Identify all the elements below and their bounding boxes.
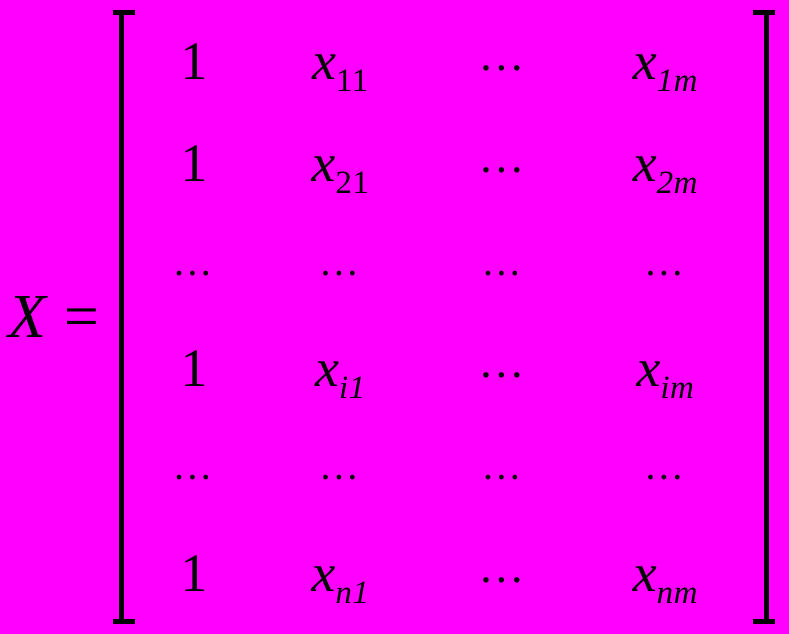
equation-left-hand-side	[8, 283, 113, 351]
matrix-cell-ellipsis	[172, 238, 216, 284]
cell-subscript: 2m	[656, 165, 698, 202]
matrix-cell	[315, 338, 366, 407]
matrix-cell-ellipsis	[478, 131, 528, 183]
matrix-cell	[632, 31, 698, 100]
matrix-cell	[180, 133, 208, 194]
cell-value: …	[478, 29, 528, 81]
cell-base: x	[311, 542, 336, 603]
cell-subscript: im	[660, 370, 695, 407]
matrix-cell-ellipsis	[318, 443, 362, 489]
matrix-cell	[311, 542, 370, 611]
matrix-cell	[180, 338, 208, 399]
matrix-cell	[180, 542, 208, 603]
cell-base: x	[636, 338, 661, 399]
cell-value: …	[318, 443, 362, 489]
cell-value: …	[643, 238, 687, 284]
matrix-cell-ellipsis	[172, 443, 216, 489]
cell-value: …	[481, 443, 525, 489]
cell-value: …	[172, 443, 216, 489]
cell-value: …	[172, 238, 216, 284]
cell-value: 1	[180, 133, 208, 194]
cell-base: x	[311, 133, 336, 194]
cell-base: x	[632, 31, 657, 92]
matrix-block	[113, 6, 775, 628]
cell-base: x	[632, 542, 657, 603]
cell-subscript: 21	[335, 165, 370, 202]
cell-value: …	[478, 131, 528, 183]
cell-subscript: nm	[656, 574, 698, 611]
matrix-cell-ellipsis	[478, 29, 528, 81]
matrix-cell	[311, 31, 369, 100]
matrix-cell	[632, 542, 698, 611]
cell-value: …	[643, 443, 687, 489]
cell-base: x	[311, 31, 336, 92]
cell-value: 1	[180, 542, 208, 603]
matrix-grid	[135, 6, 753, 628]
left-bracket	[113, 6, 135, 628]
cell-value: 1	[180, 338, 208, 399]
cell-value: …	[481, 238, 525, 284]
matrix-cell	[636, 338, 695, 407]
matrix-cell	[180, 31, 208, 92]
cell-subscript: 11	[335, 63, 369, 100]
cell-value: …	[478, 540, 528, 592]
matrix-cell-ellipsis	[478, 540, 528, 592]
cell-value: 1	[180, 31, 208, 92]
matrix-cell-ellipsis	[643, 443, 687, 489]
cell-base: x	[632, 133, 657, 194]
matrix-cell-ellipsis	[481, 443, 525, 489]
equals-sign: =	[63, 283, 99, 351]
cell-subscript: 1m	[656, 63, 698, 100]
matrix-cell-ellipsis	[478, 336, 528, 388]
matrix-cell	[632, 133, 698, 202]
cell-value: …	[478, 336, 528, 388]
cell-value: …	[318, 238, 362, 284]
matrix-cell-ellipsis	[318, 238, 362, 284]
matrix-cell-ellipsis	[481, 238, 525, 284]
right-bracket	[753, 6, 775, 628]
matrix-cell-ellipsis	[643, 238, 687, 284]
matrix-variable-label: X	[8, 283, 46, 351]
cell-base: x	[315, 338, 339, 399]
matrix-cell	[311, 133, 370, 202]
cell-subscript: n1	[335, 574, 370, 611]
cell-subscript: i1	[338, 370, 366, 407]
